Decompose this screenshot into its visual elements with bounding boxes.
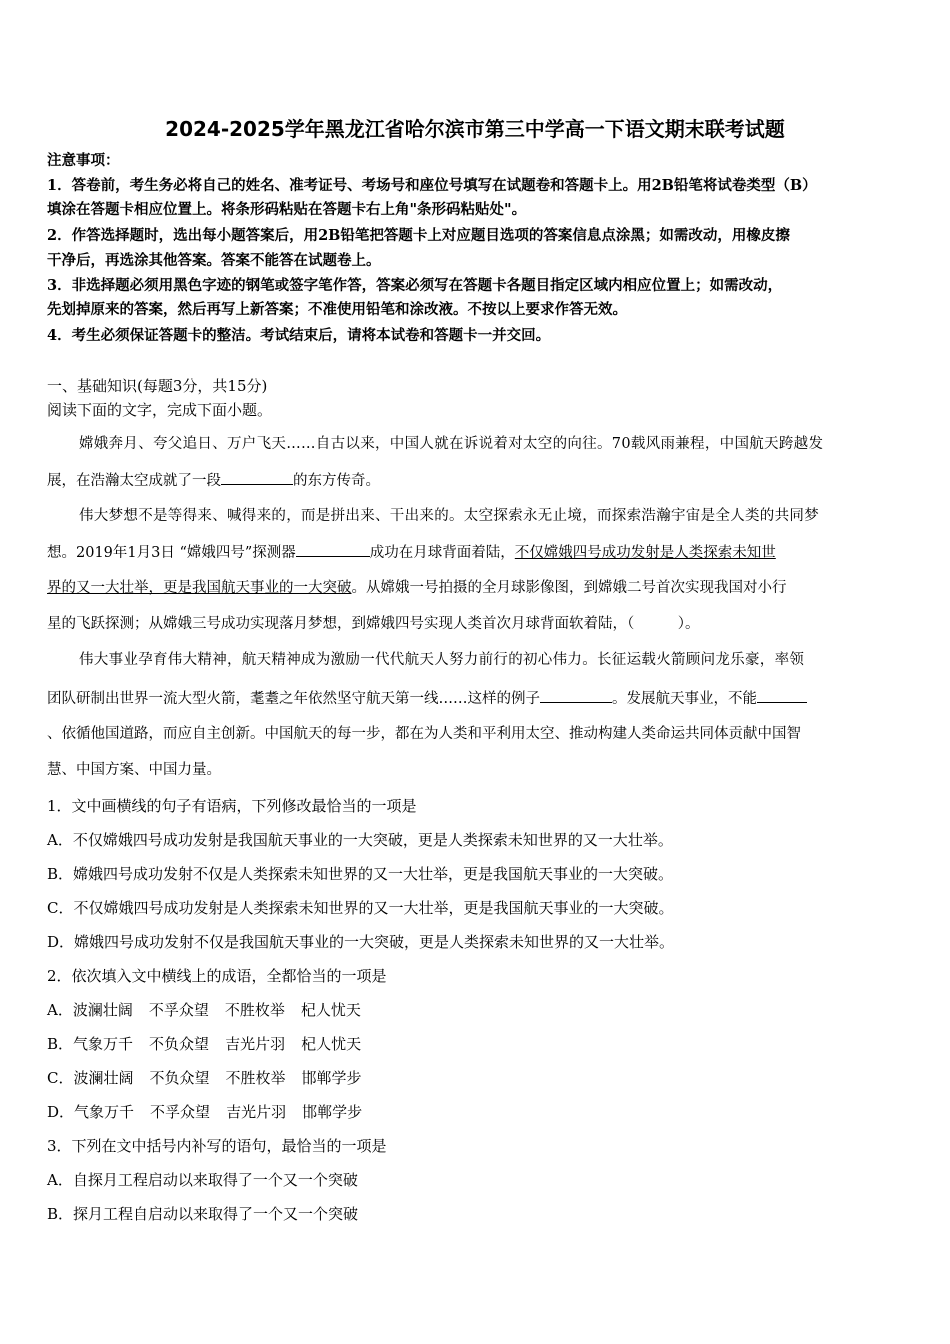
page-title: 2024-2025学年黑龙江省哈尔滨市第三中学高一下语文期末联考试题 (165, 117, 785, 141)
answer-option[interactable]: A．不仅嫦娥四号成功发射是我国航天事业的一大突破，更是人类探索未知世界的又一大壮举。 (47, 831, 673, 849)
question-stem: 1．文中画横线的句子有语病，下列修改最恰当的一项是 (47, 797, 417, 815)
passage-line: 团队研制出世界一流大型火箭，耄耋之年依然坚守航天第一线……这样的例子 。发展航天事业，不能 (47, 688, 905, 709)
passage-line: 嫦娥奔月、夸父追日、万户飞天……自古以来，中国人就在诉说着对太空的向往。70载风雨兼程，中国航天跨越发 (79, 436, 824, 452)
passage-line: 星的飞跃探测；从嫦娥三号成功实现落月梦想，到嫦娥四号实现人类首次月球背面软着陆，（ ）。 (47, 616, 700, 632)
answer-option[interactable]: D．气象万千 不孚众望 吉光片羽 邯郸学步 (47, 1103, 363, 1121)
answer-option[interactable]: B．嫦娥四号成功发射不仅是人类探索未知世界的又一大壮举，更是我国航天事业的一大突破。 (47, 865, 674, 883)
notice-line: 4．考生必须保证答题卡的整洁。考试结束后，请将本试卷和答题卡一并交回。 (47, 327, 551, 344)
underlined-sentence: 不仅嫦娥四号成功发射是人类探索未知世 (514, 545, 776, 561)
section-heading: 一、基础知识(每题3分，共15分) (47, 377, 268, 395)
notice-line: 干净后，再选涂其他答案。答案不能答在试题卷上。 (47, 252, 381, 269)
answer-option[interactable]: C．波澜壮阔 不负众望 不胜枚举 邯郸学步 (47, 1069, 362, 1087)
fill-blank (757, 688, 807, 703)
question-stem: 2．依次填入文中横线上的成语，全都恰当的一项是 (47, 967, 387, 985)
passage-line: 慧、中国方案、中国力量。 (47, 762, 221, 778)
passage-line: 伟大事业孕育伟大精神，航天精神成为激励一代代航天人努力前行的初心伟力。长征运载火箭顾问龙乐豪，率领 (79, 652, 805, 668)
passage-line: 伟大梦想不是等得来、喊得来的，而是拼出来、干出来的。太空探索永无止境，而探索浩瀚宇宙是全人类的共同梦 (79, 508, 819, 524)
answer-option[interactable]: A．波澜壮阔 不孚众望 不胜枚举 杞人忧天 (47, 1001, 361, 1019)
passage-line: 、依循他国道路，而应自主创新。中国航天的每一步，都在为人类和平利用太空、推动构建人类命运共同体贡献中国智 (47, 726, 801, 742)
section-instruction: 阅读下面的文字，完成下面小题。 (47, 401, 273, 419)
answer-option[interactable]: A．自探月工程启动以来取得了一个又一个突破 (47, 1171, 358, 1189)
passage-line: 展，在浩瀚太空成就了一段 的东方传奇。 (47, 470, 905, 491)
fill-blank (540, 688, 612, 703)
answer-option[interactable]: D．嫦娥四号成功发射不仅是我国航天事业的一大突破，更是人类探索未知世界的又一大壮举。 (47, 933, 675, 951)
passage-line: 想。2019年1月3日 “嫦娥四号”探测器 成功在月球背面着陆，不仅嫦娥四号成功发射是人类探索未知世 (47, 542, 905, 563)
fill-blank (221, 470, 293, 485)
notice-line: 1．答卷前，考生务必将自己的姓名、准考证号、考场号和座位号填写在试题卷和答题卡上。用2B铅笔将试卷类型（B） (47, 177, 817, 194)
notice-line: 填涂在答题卡相应位置上。将条形码粘贴在答题卡右上角"条形码粘贴处"。 (47, 201, 527, 218)
answer-option[interactable]: B．气象万千 不负众望 吉光片羽 杞人忧天 (47, 1035, 362, 1053)
answer-option[interactable]: C．不仅嫦娥四号成功发射是人类探索未知世界的又一大壮举，更是我国航天事业的一大突破。 (47, 899, 674, 917)
notice-line: 3．非选择题必须用黑色字迹的钢笔或签字笔作答，答案必须写在答题卡各题目指定区域内相应位置上；如需改动， (47, 277, 783, 294)
notice-line: 2．作答选择题时，选出每小题答案后，用2B铅笔把答题卡上对应题目选项的答案信息点涂黑；如需改动，用橡皮擦 (47, 227, 790, 244)
question-stem: 3．下列在文中括号内补写的语句，最恰当的一项是 (47, 1137, 387, 1155)
notice-heading: 注意事项： (47, 152, 120, 169)
underlined-sentence: 界的又一大壮举，更是我国航天事业的一大突破 (47, 580, 352, 596)
notice-line: 先划掉原来的答案，然后再写上新答案；不准使用铅笔和涂改液。不按以上要求作答无效。 (47, 301, 627, 318)
answer-option[interactable]: B．探月工程自启动以来取得了一个又一个突破 (47, 1205, 359, 1223)
passage-line: 界的又一大壮举，更是我国航天事业的一大突破。从嫦娥一号拍摄的全月球影像图，到嫦娥二号首次实现我国对小行 (47, 580, 787, 596)
fill-blank (296, 542, 370, 557)
